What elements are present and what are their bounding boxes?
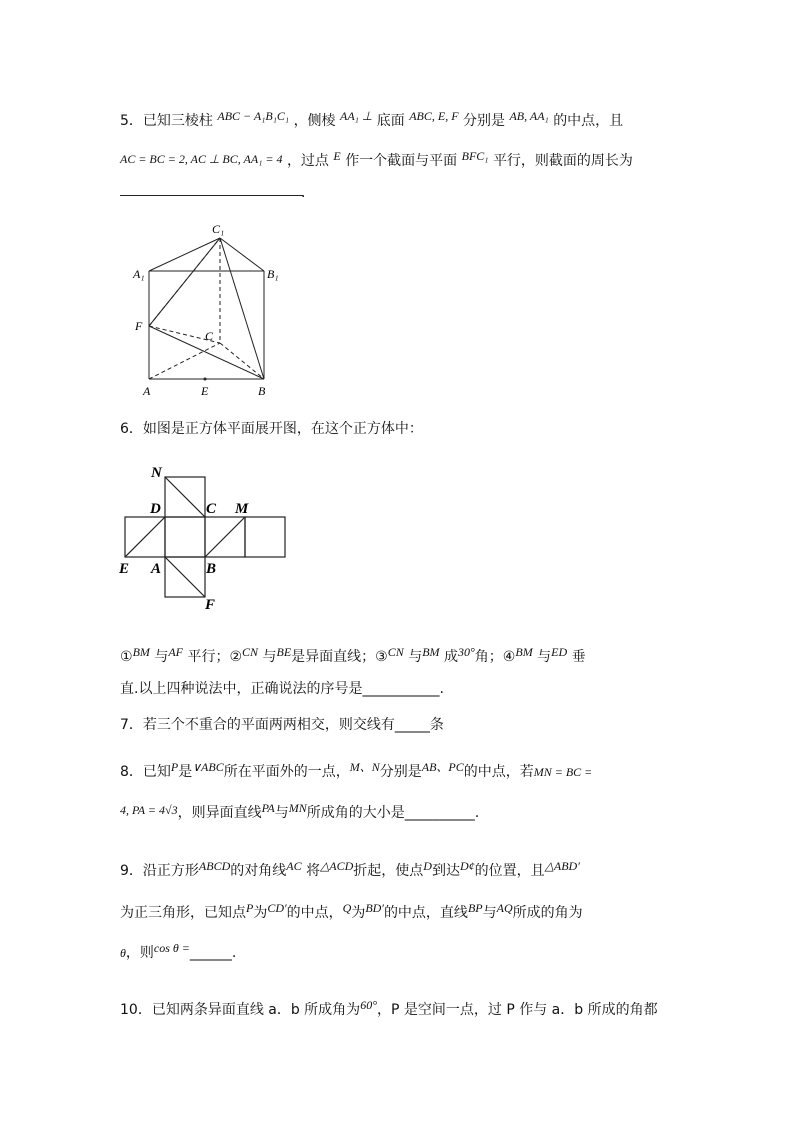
q9-math: Q: [342, 901, 352, 915]
net-label-n: N: [151, 465, 162, 481]
q6-text: 与: [408, 649, 423, 665]
q10-text: ，P 是空间一点，过 P 作与 a．b 所成的角都: [377, 1002, 658, 1018]
q8-math: MN = BC =: [533, 765, 593, 779]
net-label-f: F: [205, 597, 216, 613]
q8-math: AB、PC: [421, 760, 464, 774]
q5-text: 的中点，且: [553, 113, 624, 129]
label-a1: A₁: [133, 267, 145, 281]
q9-text: 将: [306, 863, 321, 879]
label-b1: B₁: [267, 267, 279, 281]
q6-math: BM: [132, 645, 150, 659]
q6-line2: 直.以上四种说法中，正确说法的序号是___________.: [120, 681, 444, 697]
q5-math: AC = BC = 2, AC ⊥ BC, AA₁ = 4: [120, 152, 283, 166]
q8-line1: [120, 762, 592, 782]
q9-text: 的中点，直线: [383, 905, 468, 921]
label-c: C: [205, 329, 214, 343]
q6-math: AF: [168, 645, 184, 659]
net-label-e: E: [119, 561, 130, 577]
q6-text: 平行；②: [187, 649, 243, 665]
q9-text: 的中点，: [286, 905, 343, 921]
q5-line2: [120, 151, 633, 171]
q9-text: 折起，使点: [353, 863, 424, 879]
q9-math: △ABD′: [544, 859, 580, 873]
net-label-d: D: [150, 501, 161, 517]
q5-text: ，过点: [286, 153, 329, 169]
q5-math: AA₁ ⊥: [340, 109, 373, 123]
q9-text: 与: [482, 905, 497, 921]
q6-math: ED: [551, 645, 568, 659]
q6-intro: 6．如图是正方体平面展开图，在这个正方体中：: [120, 421, 423, 437]
q9-math: AC: [286, 859, 302, 873]
label-b: B: [258, 384, 266, 398]
q9-text: 所成的角为: [512, 905, 583, 921]
q8-text: 与: [274, 805, 289, 821]
q5-text: 平行，则截面的周长为: [492, 153, 633, 169]
q5-math: BFC₁: [461, 149, 489, 163]
q9-math: △ACD: [320, 859, 354, 873]
q9-math: BP: [467, 901, 483, 915]
label-e: E: [201, 384, 209, 398]
q5-text: 作一个截面与平面: [345, 153, 458, 169]
q6-text: 角；④: [474, 649, 516, 665]
q9-text: 的位置，且: [474, 863, 545, 879]
q8-text: 的中点，若: [463, 764, 534, 780]
q5-text: ，侧棱: [293, 113, 336, 129]
q8-line2: [120, 803, 479, 823]
q6-text: 是异面直线；③: [291, 649, 388, 665]
q6-text: 与: [154, 649, 169, 665]
q9-line3: [120, 943, 236, 963]
q9-text: 到达: [431, 863, 460, 879]
net-label-c: C: [206, 501, 217, 517]
q6-text: 成: [443, 649, 458, 665]
q5-period: .: [301, 185, 306, 201]
q9-math: P: [246, 901, 254, 915]
q8-text: 是: [178, 764, 193, 780]
q9-text: 为: [253, 905, 268, 921]
q6-text: 垂: [571, 649, 586, 665]
q10-text: 10．已知两条异面直线 a．b 所成角为: [120, 1002, 361, 1018]
q9-text: 的对角线: [230, 863, 287, 879]
q9-line2: [120, 903, 583, 923]
q9-text: ______.: [189, 945, 237, 961]
q8-math: MN: [288, 801, 307, 815]
q9-math: BD′: [365, 901, 384, 915]
q9-math: ABCD: [198, 859, 231, 873]
q5-math: ABC, E, F: [409, 109, 459, 123]
q6-math: BM: [515, 645, 533, 659]
q6-math: BE: [276, 645, 292, 659]
q7-text: 7．若三个不重合的平面两两相交，则交线有_____条: [120, 717, 444, 733]
label-a: A: [143, 384, 151, 398]
label-f: F: [135, 319, 143, 333]
q5-math: ABC − A₁B₁C₁: [217, 109, 290, 123]
q8-text: 分别是: [379, 764, 422, 780]
q6-text: ①: [120, 649, 133, 665]
q5-text: 分别是: [463, 113, 505, 129]
q6-text: 与: [262, 649, 277, 665]
q6-math: 30°: [457, 645, 475, 659]
q10-line1: [120, 1000, 658, 1020]
q9-math: CD′: [267, 901, 287, 915]
q9-text: 9．沿正方形: [120, 863, 199, 879]
q5-text: 5．已知三棱柱: [120, 113, 213, 129]
q9-math: D: [423, 859, 432, 873]
q6-line1: [120, 647, 586, 667]
q9-text: ，则: [125, 945, 154, 961]
q9-line1: [120, 861, 580, 881]
q6-math: BM: [422, 645, 440, 659]
q8-text: 所在平面外的一点，: [223, 764, 350, 780]
q9-math: AQ: [496, 901, 513, 915]
q6-math: CN: [242, 645, 259, 659]
net-label-m: M: [235, 501, 249, 517]
q5-line1: [120, 111, 623, 131]
q8-math: P: [170, 760, 179, 774]
q8-math: 4, PA = 4√3: [120, 803, 178, 817]
q9-math: D¢: [459, 859, 475, 873]
q8-text: 所成角的大小是__________.: [306, 805, 480, 821]
q8-math: PA: [261, 801, 275, 815]
q6-math: CN: [387, 645, 404, 659]
q9-text: 为: [351, 905, 366, 921]
q5-text: 底面: [376, 113, 405, 129]
q5-math: E: [333, 149, 341, 163]
label-c1: C₁: [212, 222, 225, 236]
q5-math: AB, AA₁: [509, 109, 549, 123]
q9-math: θ: [120, 946, 126, 960]
answer-blank: [120, 195, 303, 196]
q9-text: 为正三角形，已知点: [120, 905, 246, 921]
q8-text: ，则异面直线: [177, 805, 262, 821]
q8-math: ∨ABC: [192, 760, 224, 774]
q6-text: 与: [537, 649, 552, 665]
q10-math: 60°: [360, 998, 377, 1012]
q9-math: cos θ =: [153, 941, 190, 955]
q8-math: M、N: [349, 760, 380, 774]
net-label-a: A: [151, 561, 162, 577]
q8-text: 8．已知: [120, 764, 171, 780]
net-label-b: B: [206, 561, 217, 577]
